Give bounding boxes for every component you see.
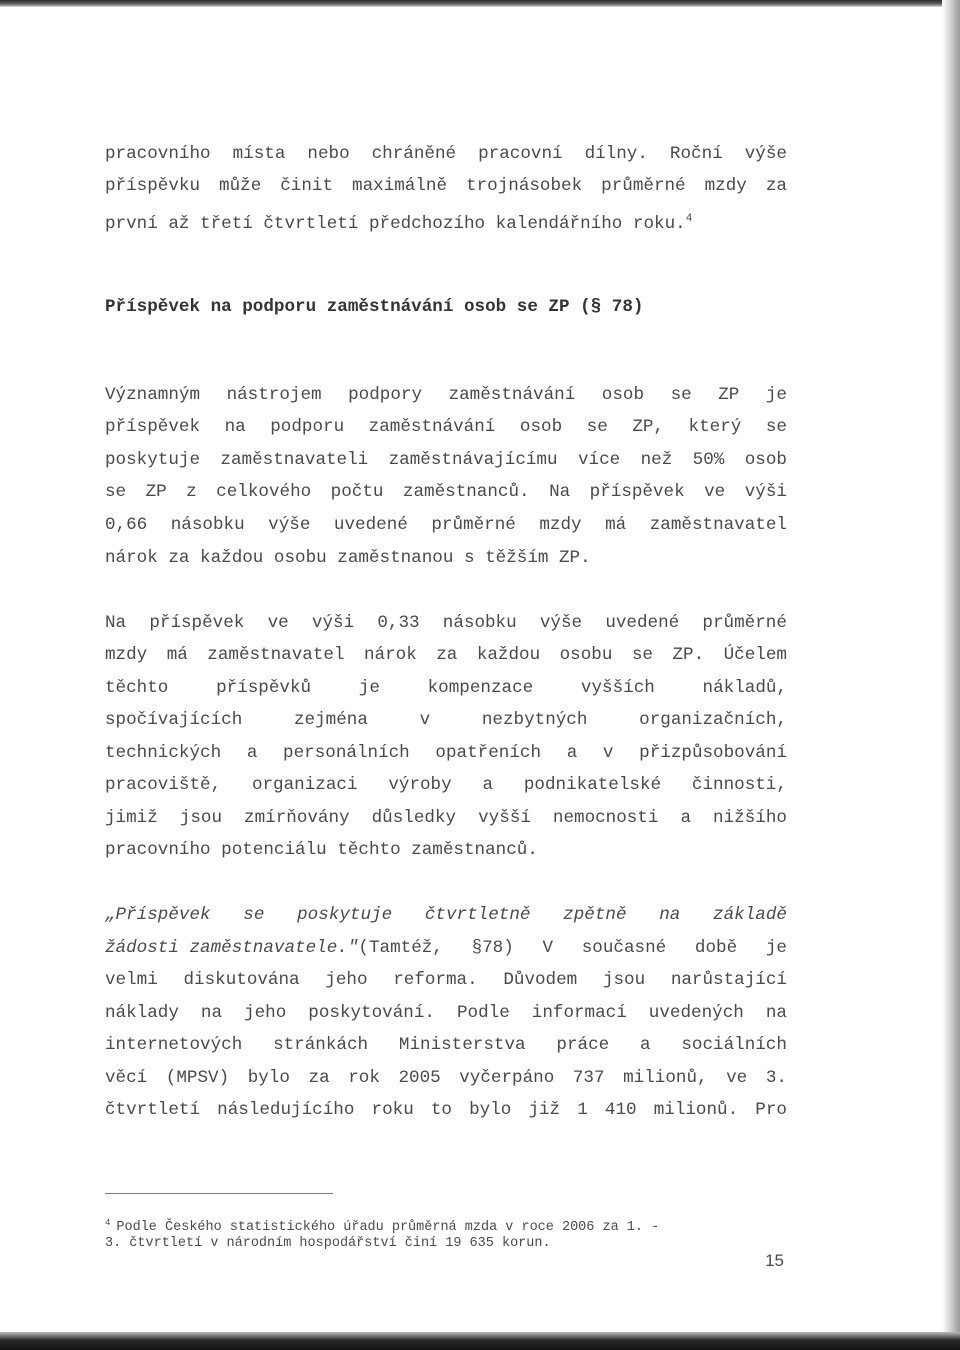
word: roku bbox=[371, 1100, 414, 1120]
word: je bbox=[358, 678, 380, 698]
word: vyšších bbox=[580, 678, 655, 698]
word: následujícího bbox=[217, 1100, 355, 1120]
word: (Tamtéž, bbox=[358, 938, 443, 958]
word: každou bbox=[476, 645, 541, 665]
word: na bbox=[659, 905, 681, 925]
scan-bottom-edge bbox=[0, 1332, 960, 1350]
word: reforma. bbox=[393, 970, 478, 990]
word: ZP bbox=[718, 385, 740, 405]
paragraph-1-line-5 bbox=[105, 513, 787, 537]
page-number: 15 bbox=[765, 1251, 784, 1270]
word: nárok bbox=[363, 645, 417, 665]
word: průměrné bbox=[431, 515, 516, 535]
paragraph-2-line-3 bbox=[105, 676, 787, 700]
footnote-line-2: 3. čtvrtletí v národním hospodářství činí 19 635 korun. bbox=[105, 1236, 551, 1251]
top-paragraph-line-2 bbox=[105, 174, 787, 198]
word: práce bbox=[556, 1035, 610, 1055]
word: zejména bbox=[293, 710, 368, 730]
word: čtvrtletně bbox=[424, 905, 531, 925]
word: jeho bbox=[244, 1003, 287, 1023]
word: Pro bbox=[755, 1100, 787, 1120]
word: za bbox=[436, 645, 458, 665]
paragraph-2-line-1 bbox=[105, 611, 787, 635]
word: Na bbox=[105, 613, 127, 633]
word: podnikatelské bbox=[523, 775, 662, 795]
word: a bbox=[680, 808, 692, 828]
word: nákladů, bbox=[702, 678, 787, 698]
word: přizpůsobování bbox=[639, 743, 787, 763]
word: mzdy bbox=[105, 645, 148, 665]
word: zaměstnávání bbox=[368, 417, 496, 437]
word: výši bbox=[744, 482, 787, 502]
word: výroby bbox=[388, 775, 452, 795]
scan-top-edge bbox=[0, 0, 960, 7]
word: těchto bbox=[105, 678, 169, 698]
word: vyšší bbox=[478, 808, 531, 828]
word: zaměstnavatel bbox=[207, 645, 345, 665]
word: ZP bbox=[145, 482, 167, 502]
word: rok bbox=[348, 1068, 380, 1088]
paragraph-1-line-4 bbox=[105, 480, 787, 504]
word: má bbox=[605, 515, 627, 535]
paragraph-2-line-6 bbox=[105, 773, 787, 797]
word: ve bbox=[267, 613, 289, 633]
word: Významným bbox=[105, 385, 201, 405]
word: pracovní bbox=[478, 144, 563, 164]
paragraph-3-line-5 bbox=[105, 1033, 787, 1057]
word: organizačních, bbox=[639, 710, 787, 730]
word: maximálně bbox=[352, 176, 448, 196]
word: se bbox=[670, 385, 692, 405]
word: průměrné bbox=[601, 176, 686, 196]
word: výše bbox=[744, 144, 787, 164]
word: jimiž bbox=[105, 808, 158, 828]
word: 737 bbox=[572, 1068, 605, 1088]
footnote-separator bbox=[105, 1193, 333, 1194]
word: osob bbox=[519, 417, 563, 437]
word: činnosti, bbox=[691, 775, 787, 795]
word: se bbox=[765, 417, 787, 437]
word: výše bbox=[539, 613, 583, 633]
word: podporu bbox=[270, 417, 345, 437]
footnote-line-1-text: Podle Českého statistického úřadu průměrná mzda v roce 2006 za 1. - bbox=[116, 1220, 660, 1235]
word: na bbox=[224, 417, 246, 437]
word: pracovního bbox=[105, 144, 211, 164]
word: 50% bbox=[692, 450, 725, 470]
paragraph-3-line-7 bbox=[105, 1098, 787, 1122]
word: informací bbox=[531, 1003, 627, 1023]
word: důsledky bbox=[371, 808, 457, 828]
top-paragraph-line-1 bbox=[105, 142, 787, 166]
word: vyčerpáno bbox=[459, 1068, 555, 1088]
word: činit bbox=[280, 176, 334, 196]
word: zaměstnavateli bbox=[220, 450, 369, 470]
word: počtu bbox=[330, 482, 384, 502]
word: Na bbox=[549, 482, 571, 502]
paragraph-2-line-8: pracovního potenciálu těchto zaměstnanců. bbox=[105, 840, 538, 860]
paragraph-2-line-5 bbox=[105, 741, 787, 765]
word: příspěvků bbox=[216, 678, 312, 698]
word: místa bbox=[232, 144, 286, 164]
word: ve bbox=[704, 482, 726, 502]
footnote-mark: 4 bbox=[105, 1218, 111, 1228]
word: mzdy bbox=[704, 176, 747, 196]
word: to bbox=[430, 1100, 452, 1120]
word: poskytování. bbox=[308, 1003, 435, 1023]
word: je bbox=[765, 938, 787, 958]
word: 410 bbox=[604, 1100, 637, 1120]
word: bylo bbox=[247, 1068, 290, 1088]
word: výše bbox=[268, 515, 311, 535]
word: násobku bbox=[442, 613, 517, 633]
word: poskytuje bbox=[105, 450, 201, 470]
word: ve bbox=[726, 1068, 748, 1088]
paragraph-3-line-6 bbox=[105, 1066, 787, 1090]
word: 0,66 bbox=[105, 515, 148, 535]
word: příspěvek bbox=[105, 417, 201, 437]
word: nižšího bbox=[713, 808, 787, 828]
word: z bbox=[186, 482, 197, 502]
word: organizaci bbox=[251, 775, 358, 795]
paragraph-2-line-7 bbox=[105, 806, 787, 830]
word: se bbox=[631, 645, 653, 665]
word: se bbox=[243, 905, 265, 925]
word: době bbox=[694, 938, 738, 958]
paragraph-3-quote-end: žádosti zaměstnavatele." bbox=[105, 938, 359, 958]
word: stránkách bbox=[273, 1035, 369, 1055]
word: spočívajících bbox=[105, 710, 243, 730]
paragraph-3-line-3 bbox=[105, 968, 787, 992]
word: zaměstnávajícímu bbox=[388, 450, 558, 470]
word: věcí bbox=[105, 1068, 148, 1088]
word: více bbox=[577, 450, 621, 470]
footnote-reference: 4 bbox=[685, 213, 693, 225]
word: je bbox=[765, 385, 787, 405]
word: trojnásobek bbox=[466, 176, 583, 196]
word: mzdy bbox=[539, 515, 582, 535]
word: Důvodem bbox=[503, 970, 578, 990]
paragraph-1-line-1 bbox=[105, 383, 787, 407]
word: a bbox=[566, 743, 578, 763]
word: §78) bbox=[471, 938, 514, 958]
paragraph-1-line-6: nárok za každou osobu zaměstnanou s těžším ZP. bbox=[105, 548, 591, 568]
word: zaměstnanců. bbox=[402, 482, 530, 502]
word: na bbox=[200, 1003, 223, 1023]
paragraph-3-quote-line bbox=[105, 903, 787, 927]
word: internetových bbox=[105, 1035, 243, 1055]
word: celkového bbox=[216, 482, 312, 502]
word: zaměstnávání bbox=[448, 385, 576, 405]
word: „Příspěvek bbox=[105, 905, 211, 925]
word: nebo bbox=[307, 144, 350, 164]
word: příspěvku bbox=[105, 176, 201, 196]
word: V bbox=[542, 938, 554, 958]
word: Podle bbox=[456, 1003, 510, 1023]
word: zpětně bbox=[563, 905, 627, 925]
word: náklady bbox=[105, 1003, 179, 1023]
footnote-line-1 bbox=[105, 1214, 659, 1237]
word: než bbox=[640, 450, 673, 470]
word: dílny. bbox=[584, 144, 648, 164]
word: 0,33 bbox=[377, 613, 420, 633]
word: za bbox=[765, 176, 787, 196]
top-paragraph-line-3-text: první až třetí čtvrtletí předchozího kalendářního roku. bbox=[105, 214, 686, 234]
word: v bbox=[419, 710, 431, 730]
word: se bbox=[105, 482, 127, 502]
word: Roční bbox=[669, 144, 723, 164]
word: současné bbox=[581, 938, 667, 958]
word: nástrojem bbox=[226, 385, 322, 405]
word: jsou bbox=[602, 970, 646, 990]
word: 1 bbox=[577, 1100, 588, 1120]
word: 3. bbox=[765, 1068, 787, 1088]
word: za bbox=[308, 1068, 330, 1088]
word: podpory bbox=[348, 385, 423, 405]
paragraph-1-line-2 bbox=[105, 415, 787, 439]
word: čtvrtletí bbox=[105, 1100, 201, 1120]
word: nemocnosti bbox=[552, 808, 659, 828]
top-paragraph-line-3 bbox=[105, 207, 787, 234]
word: 2005 bbox=[398, 1068, 441, 1088]
paragraph-1-line-3 bbox=[105, 448, 787, 472]
word: personálních bbox=[283, 743, 410, 763]
word: osobu bbox=[559, 645, 613, 665]
word: pracoviště, bbox=[105, 775, 222, 795]
word: (MPSV) bbox=[165, 1068, 230, 1088]
word: již bbox=[528, 1100, 561, 1120]
word: kompenzace bbox=[427, 678, 534, 698]
word: poskytuje bbox=[297, 905, 393, 925]
word: může bbox=[219, 176, 262, 196]
word: chráněné bbox=[371, 144, 457, 164]
word: základě bbox=[713, 905, 787, 925]
word: sociálních bbox=[681, 1035, 787, 1055]
paragraph-3-line-2 bbox=[105, 936, 787, 960]
paragraph-2-line-2 bbox=[105, 643, 787, 667]
word: narůstající bbox=[670, 970, 787, 990]
word: a bbox=[246, 743, 258, 763]
word: zaměstnavatel bbox=[649, 515, 787, 535]
word: Účelem bbox=[723, 645, 787, 665]
word: opatřeních bbox=[435, 743, 542, 763]
word: a bbox=[639, 1035, 651, 1055]
paragraph-3-line-4 bbox=[105, 1001, 787, 1025]
word: milionů. bbox=[653, 1100, 739, 1120]
word: má bbox=[166, 645, 188, 665]
paragraph-3-citation bbox=[358, 936, 787, 960]
word: nezbytných bbox=[481, 710, 588, 730]
scan-right-edge bbox=[942, 0, 960, 1350]
word: zmírňovány bbox=[244, 808, 350, 828]
word: bylo bbox=[469, 1100, 512, 1120]
word: uvedené bbox=[333, 515, 408, 535]
word: velmi bbox=[105, 970, 158, 990]
word: jeho bbox=[325, 970, 368, 990]
word: technických bbox=[105, 743, 222, 763]
word: násobku bbox=[170, 515, 245, 535]
word: jsou bbox=[179, 808, 223, 828]
word: uvedených bbox=[648, 1003, 744, 1023]
word: osob bbox=[601, 385, 645, 405]
word: a bbox=[482, 775, 494, 795]
word: příspěvek bbox=[589, 482, 685, 502]
word: uvedené bbox=[605, 613, 680, 633]
paragraph-2-line-4 bbox=[105, 708, 787, 732]
word: výši bbox=[311, 613, 355, 633]
word: se bbox=[586, 417, 608, 437]
word: který bbox=[688, 417, 742, 437]
word: diskutována bbox=[183, 970, 300, 990]
word: ZP. bbox=[672, 645, 705, 665]
word: průměrné bbox=[702, 613, 787, 633]
word: Ministerstva bbox=[398, 1035, 526, 1055]
word: na bbox=[765, 1003, 787, 1023]
word: v bbox=[602, 743, 614, 763]
word: osob bbox=[744, 450, 787, 470]
word: ZP, bbox=[632, 417, 664, 437]
word: příspěvek bbox=[149, 613, 245, 633]
section-heading: Příspěvek na podporu zaměstnávání osob se ZP (§ 78) bbox=[105, 297, 644, 317]
word: milionů, bbox=[623, 1068, 708, 1088]
